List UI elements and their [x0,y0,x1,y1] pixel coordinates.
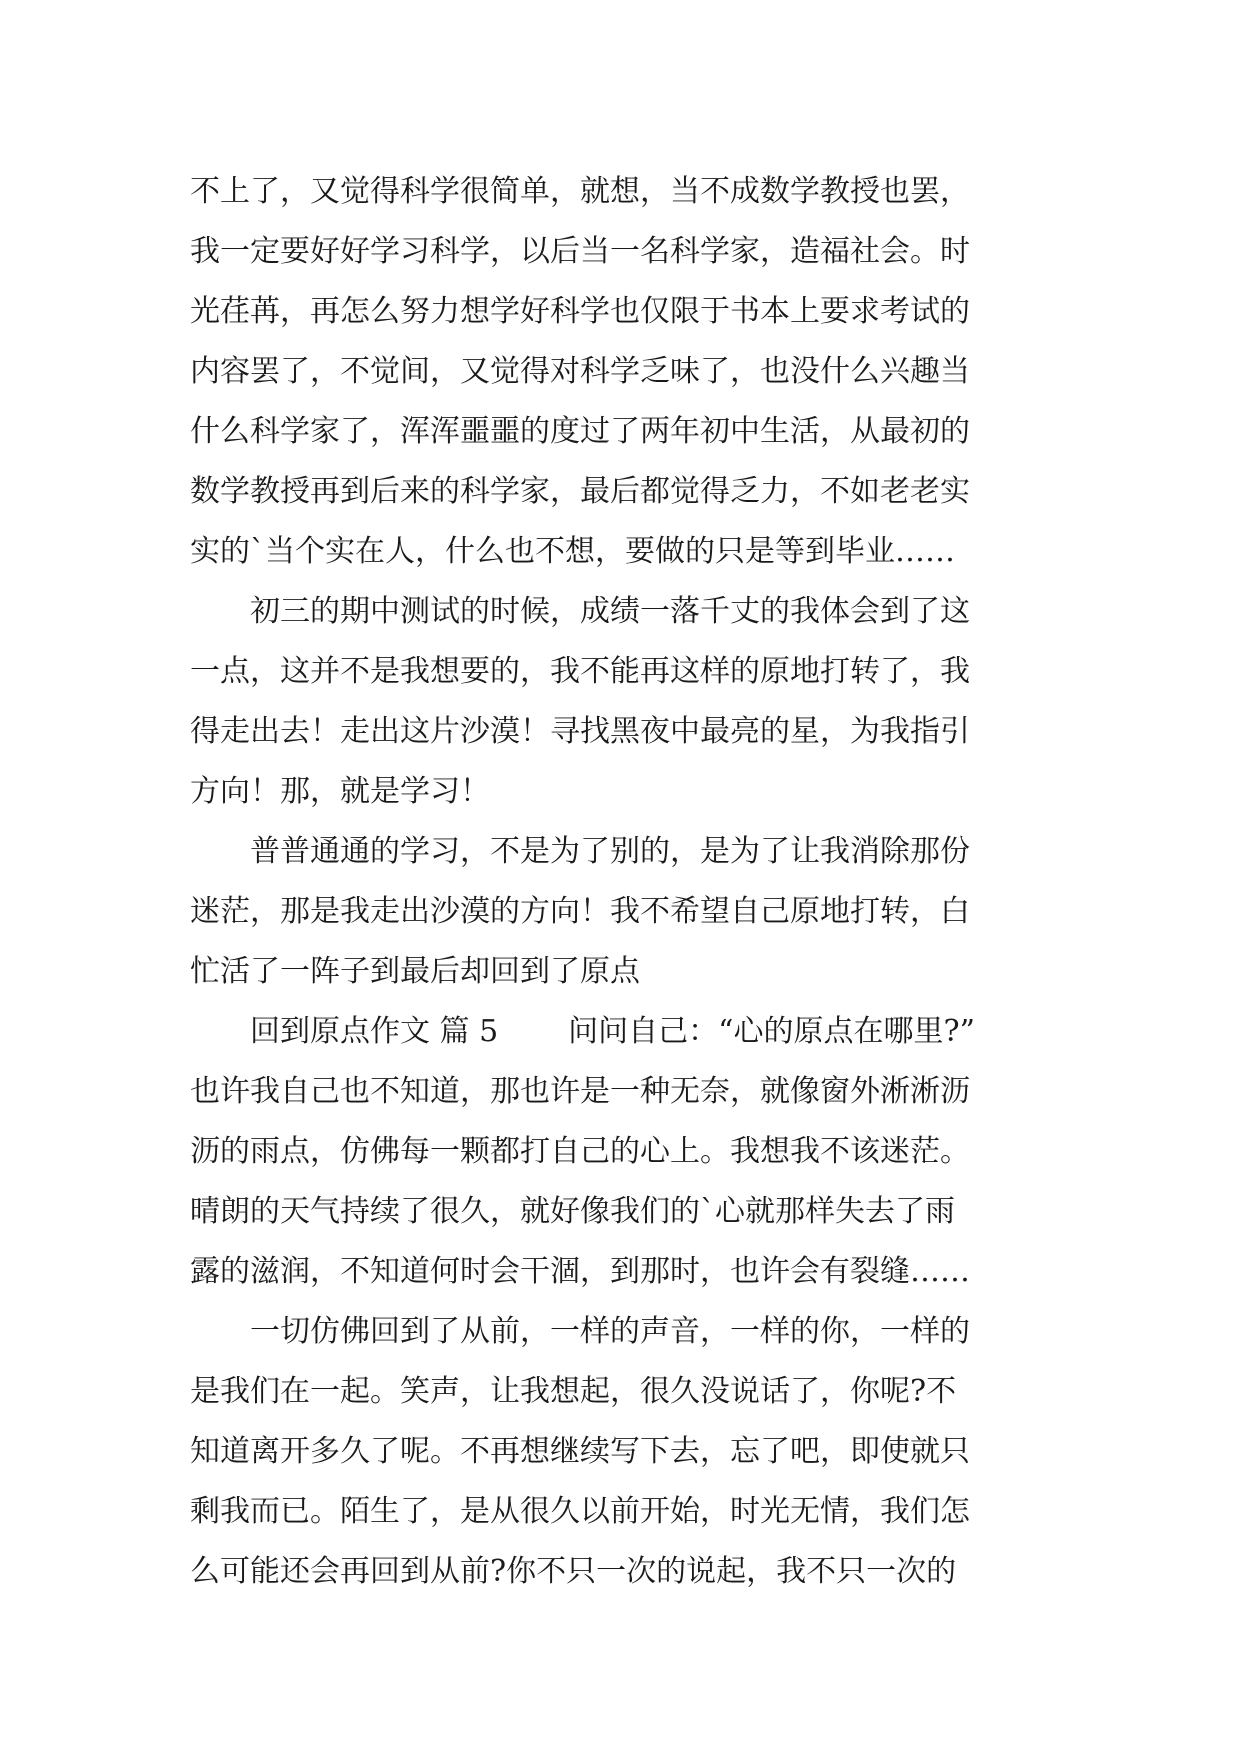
text-line: 是我们在一起。笑声，让我想起，很久没说话了，你呢?不 [190,1374,957,1409]
text-line: 忙活了一阵子到最后却回到了原点 [190,954,640,989]
body-text [190,162,1090,1602]
text-line: 实的`当个实在人，什么也不想，要做的只是等到毕业…… [190,534,955,569]
text-line: 得走出去！走出这片沙漠！寻找黑夜中最亮的星，为我指引 [190,714,970,749]
text-line: 晴朗的天气持续了很久，就好像我们的`心就那样失去了雨 [190,1194,955,1229]
text-line: 方向！那，就是学习！ [190,774,490,809]
text-line: 剩我而已。陌生了，是从很久以前开始，时光无情，我们怎 [190,1494,970,1529]
text-line: 也许我自己也不知道，那也许是一种无奈，就像窗外淅淅沥 [190,1074,970,1109]
text-line: 内容罢了，不觉间，又觉得对科学乏味了，也没什么兴趣当 [190,354,970,389]
section-opening-quote: 问问自己：“心的原点在哪里?” [568,1014,975,1049]
text-line: 露的滋润，不知道何时会干涸，到那时，也许会有裂缝…… [190,1254,970,1289]
text-line: 我一定要好好学习科学，以后当一名科学家，造福社会。时 [190,234,970,269]
text-line: 一切仿佛回到了从前，一样的声音，一样的你，一样的 [250,1314,970,1349]
text-line: 么可能还会再回到从前?你不只一次的说起，我不只一次的 [190,1554,957,1589]
section-heading-line [190,1002,1090,1062]
text-line: 普普通通的学习，不是为了别的，是为了让我消除那份 [250,834,970,869]
text-line: 沥的雨点，仿佛每一颗都打自己的心上。我想我不该迷茫。 [190,1134,970,1169]
text-line: 数学教授再到后来的科学家，最后都觉得乏力，不如老老实 [190,474,970,509]
text-line: 一点，这并不是我想要的，我不能再这样的原地打转了，我 [190,654,970,689]
section-heading: 回到原点作文 篇 5 [250,1014,499,1049]
text-line: 光荏苒，再怎么努力想学好科学也仅限于书本上要求考试的 [190,294,970,329]
text-line: 知道离开多久了呢。不再想继续写下去，忘了吧，即使就只 [190,1434,970,1469]
text-line: 什么科学家了，浑浑噩噩的度过了两年初中生活，从最初的 [190,414,970,449]
text-line: 不上了，又觉得科学很简单，就想，当不成数学教授也罢， [190,174,970,209]
text-line: 初三的期中测试的时候，成绩一落千丈的我体会到了这 [250,594,970,629]
text-line: 迷茫，那是我走出沙漠的方向！我不希望自己原地打转，白 [190,894,970,929]
